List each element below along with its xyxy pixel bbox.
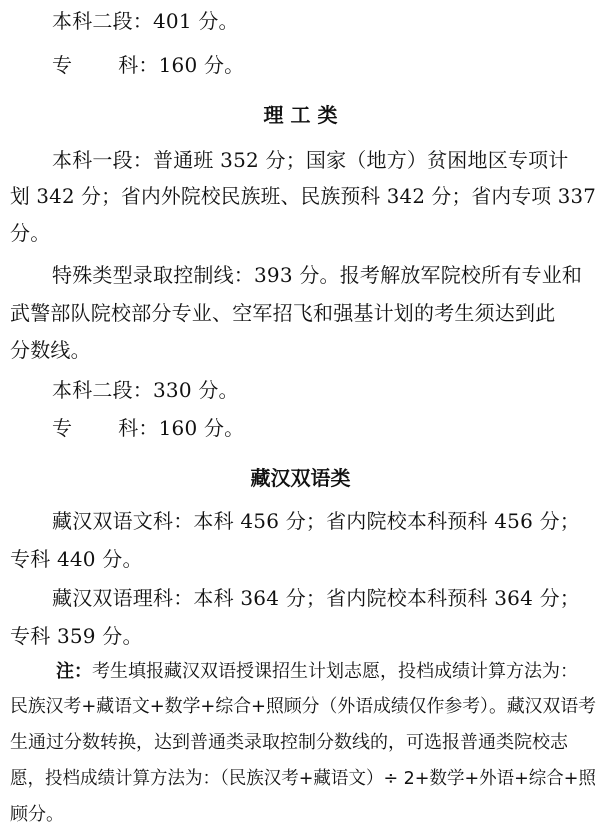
note-line2: 民族汉考+藏语文+数学+综合+照顾分（外语成绩仅作参考）。藏汉双语考 — [10, 696, 597, 717]
ligong-benke2-line — [52, 377, 239, 403]
wen-zhuanke-label-a: 专 — [52, 53, 73, 77]
ligong-special-line2: 武警部队院校部分专业、空军招飞和强基计划的考生须达到此 — [10, 301, 556, 325]
ligong-title: 理 工 类 — [263, 103, 338, 127]
zanghan-title: 藏汉双语类 — [250, 466, 351, 490]
zanghan-like-line1: 藏汉双语理科：本科 364 分；省内院校本科预科 364 分； — [52, 586, 580, 610]
wen-benke2-line — [52, 8, 239, 34]
ligong-special-line1: 特殊类型录取控制线：393 分。报考解放军院校所有专业和 — [52, 263, 583, 287]
wen-benke2-label: 本科二段： — [52, 9, 153, 33]
ligong-special-line3: 分数线。 — [10, 338, 91, 362]
ligong-zhuanke-score: 160 分。 — [158, 416, 245, 440]
note-line3: 生通过分数转换，达到普通类录取控制分数线的，可选报普通类院校志 — [10, 732, 568, 753]
ligong-zhuanke-label-a: 专 — [52, 416, 73, 440]
ligong-benke1-line3: 分。 — [10, 221, 51, 245]
ligong-benke1-line1: 本科一段：普通班 352 分；国家（地方）贫困地区专项计 — [52, 148, 569, 172]
note-line4: 愿，投档成绩计算方法为：（民族汉考+藏语文）÷ 2+数学+外语+综合+照 — [10, 768, 596, 789]
note-line5: 顾分。 — [10, 804, 64, 825]
ligong-zhuanke-label-b: 科： — [118, 416, 159, 440]
ligong-benke2-score: 330 分。 — [153, 378, 239, 402]
note-label: 注： — [56, 661, 92, 682]
wen-benke2-score: 401 分。 — [153, 9, 239, 33]
ligong-benke2-label: 本科二段： — [52, 378, 153, 402]
note-line1 — [56, 660, 578, 684]
zanghan-wenke-line1: 藏汉双语文科：本科 456 分；省内院校本科预科 456 分； — [52, 509, 580, 533]
wen-zhuanke-score: 160 分。 — [158, 53, 245, 77]
zanghan-like-line2: 专科 359 分。 — [10, 624, 143, 648]
ligong-benke1-line2: 划 342 分；省内外院校民族班、民族预科 342 分；省内专项 337 — [10, 184, 596, 208]
wen-zhuanke-line — [52, 52, 244, 78]
ligong-zhuanke-line — [52, 415, 244, 441]
note-line1-text: 考生填报藏汉双语授课招生计划志愿，投档成绩计算方法为： — [92, 661, 578, 682]
wen-zhuanke-label-b: 科： — [118, 53, 159, 77]
zanghan-wenke-line2: 专科 440 分。 — [10, 547, 143, 571]
